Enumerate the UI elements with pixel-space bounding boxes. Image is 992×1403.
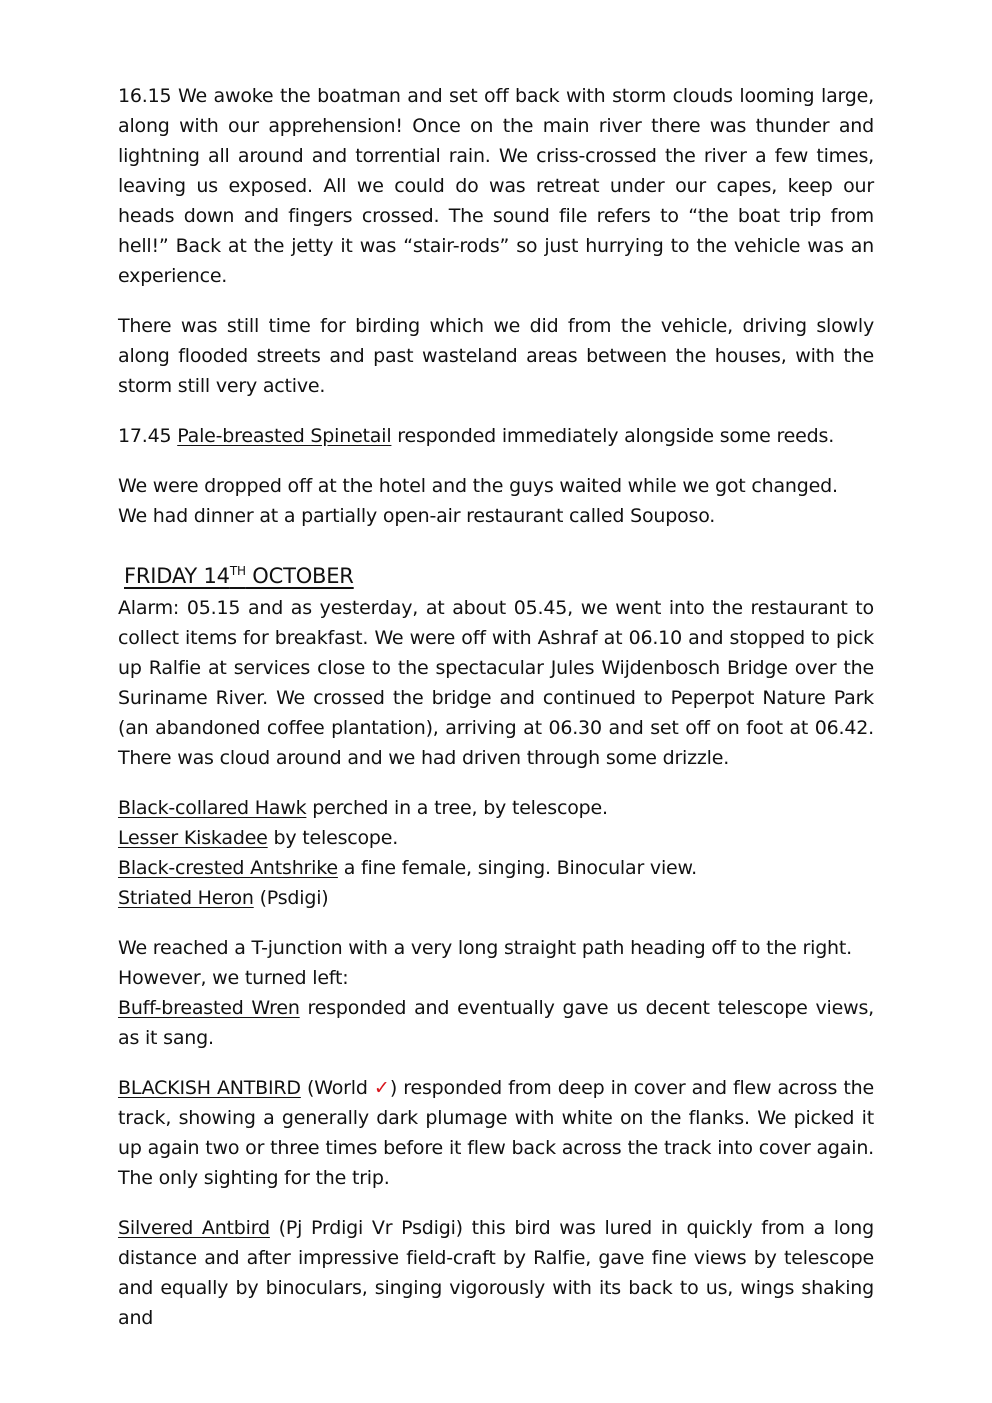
paragraph-hotel-dinner [118, 471, 874, 531]
time-text: 17.45 [118, 425, 178, 447]
paragraph-spinetail [118, 421, 874, 451]
bird-name: Striated Heron [118, 887, 254, 909]
turned-left-line: However, we turned left: [118, 967, 349, 989]
t-junction-line: We reached a T-junction with a very long straight path heading off to the right. [118, 937, 852, 959]
sighting-item [118, 793, 874, 823]
bird-name-buff-breasted-wren: Buff-breasted Wren [118, 997, 300, 1019]
checkmark-icon: ✓ [373, 1077, 390, 1099]
world-label: (World [300, 1077, 374, 1099]
sighting-note: responded immediately alongside some reeds. [391, 425, 835, 447]
bird-name: Lesser Kiskadee [118, 827, 268, 849]
day-heading [124, 561, 874, 591]
sighting-note: by telescope. [267, 827, 399, 849]
sighting-note: a fine female, singing. Binocular view. [337, 857, 697, 879]
paragraph-t-junction [118, 933, 874, 1053]
sighting-note: (Pj Prdigi Vr Psdigi) this bird was lured in quickly from a long distance and after impressive field-craft by Ralfie, gave fine views by telescope and equally by binoculars, singing vigorously with its back to us, wings shaking and [118, 1217, 874, 1329]
sighting-note: responded and eventually gave us decent telescope views, as it sang. [118, 997, 874, 1049]
sighting-item [118, 883, 874, 913]
heading-superscript: TH [229, 564, 246, 578]
bird-name: Black-crested Antshrike [118, 857, 338, 879]
sighting-note: (Psdigi) [253, 887, 329, 909]
sighting-note: ) responded from deep in cover and flew across the track, showing a generally dark plumage with white on the flanks. We picked it up again two or three times before it flew back across the track into cover again. The only sighting for the trip. [118, 1077, 874, 1189]
sightings-list [118, 793, 874, 913]
hotel-line: We were dropped off at the hotel and the guys waited while we got changed. [118, 475, 838, 497]
paragraph-vehicle-birding: There was still time for birding which we did from the vehicle, driving slowly along flooded streets and past wasteland areas between the houses, with the storm still very active. [118, 315, 874, 397]
sighting-note: perched in a tree, by telescope. [306, 797, 608, 819]
document-page [118, 81, 874, 1353]
sighting-item [118, 823, 874, 853]
heading-prefix: FRIDAY 14 [124, 564, 230, 588]
bird-name-blackish-antbird: BLACKISH ANTBIRD [118, 1077, 301, 1099]
paragraph-friday-intro: Alarm: 05.15 and as yesterday, at about 05.45, we went into the restaurant to collect items for breakfast. We were off with Ashraf at 06.10 and stopped to pick up Ralfie at services close to the spectacular Jules Wijdenbosch Bridge over the Suriname River. We crossed the bridge and continued to Peperpot Nature Park (an abandoned coffee plantation), arriving at 06.30 and set off on foot at 06.42. There was cloud around and we had driven through some drizzle. [118, 597, 874, 769]
bird-name-pale-breasted-spinetail: Pale-breasted Spinetail [177, 425, 392, 447]
sighting-item [118, 853, 874, 883]
dinner-line: We had dinner at a partially open-air restaurant called Souposo. [118, 505, 716, 527]
paragraph-silvered-antbird [118, 1213, 874, 1333]
bird-name: Black-collared Hawk [118, 797, 307, 819]
paragraph-blackish-antbird [118, 1073, 874, 1193]
paragraph-boat-trip: 16.15 We awoke the boatman and set off back with storm clouds looming large, along with our apprehension! Once on the main river there was thunder and lightning all around and torrential rain. We criss-crossed the river a few times, leaving us exposed. All we could do was retreat under our capes, keep our heads down and fingers crossed. The sound file refers to “the boat trip from hell!” Back at the jetty it was “stair-rods” so just hurrying to the vehicle was an experience. [118, 85, 874, 287]
bird-name-silvered-antbird: Silvered Antbird [118, 1217, 270, 1239]
heading-suffix: OCTOBER [245, 564, 354, 588]
